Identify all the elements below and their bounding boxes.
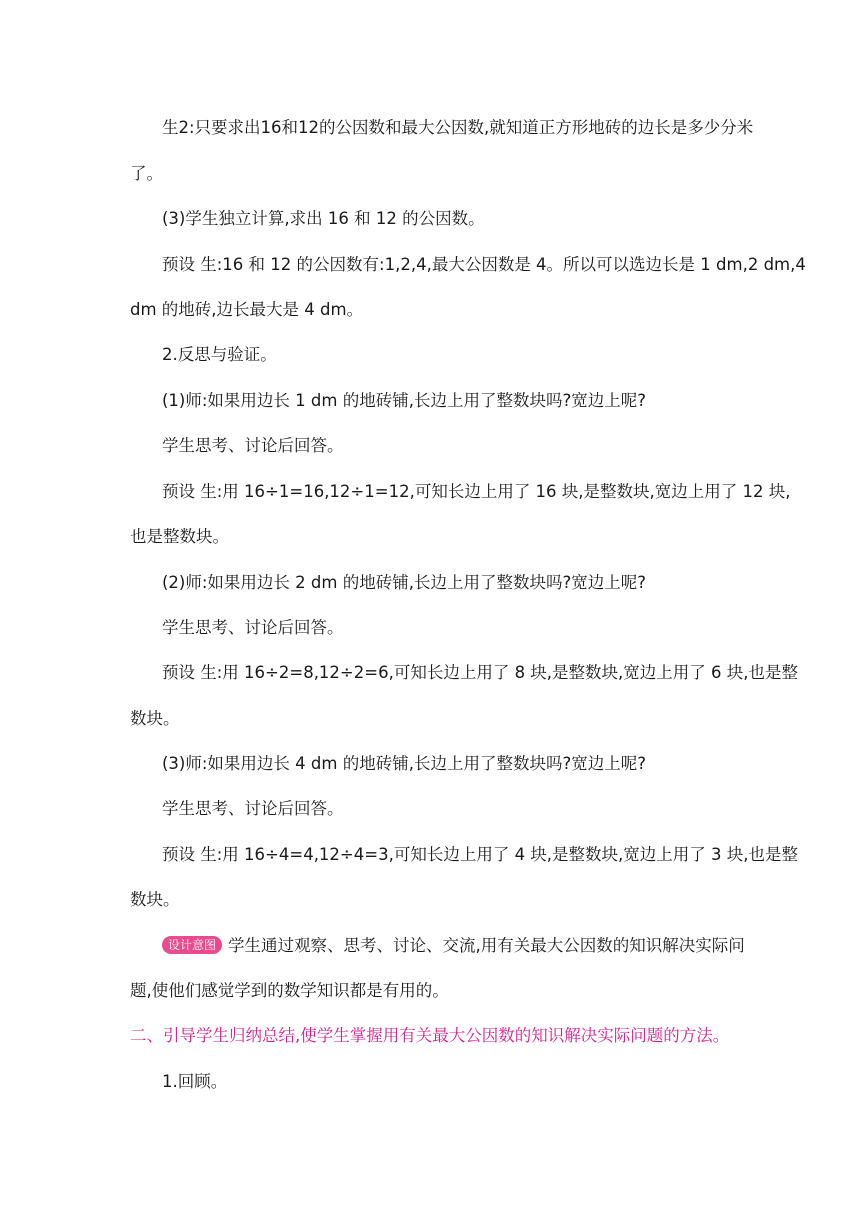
paragraph-line: 1.回顾。 <box>162 1072 228 1091</box>
paragraph-line: 预设 生:用 16÷4=4,12÷4=3,可知长边上用了 4 块,是整数块,宽边上用了 3 块,也是整 <box>162 845 799 864</box>
paragraph-line: 预设 生:用 16÷2=8,12÷2=6,可知长边上用了 8 块,是整数块,宽边上用了 6 块,也是整 <box>162 663 799 682</box>
paragraph-line: 题,使他们感觉学到的数学知识都是有用的。 <box>130 981 449 1000</box>
paragraph-line: 数块。 <box>130 709 180 728</box>
section-heading: 二、引导学生归纳总结,使学生掌握用有关最大公因数的知识解决实际问题的方法。 <box>130 1026 730 1045</box>
design-intent-badge: 设计意图 <box>162 936 222 954</box>
paragraph-line: 数块。 <box>130 890 180 909</box>
paragraph-line: 了。 <box>130 164 163 183</box>
paragraph-line: (2)师:如果用边长 2 dm 的地砖铺,长边上用了整数块吗?宽边上呢? <box>162 573 646 592</box>
paragraph-line: 也是整数块。 <box>130 527 229 546</box>
paragraph-line: (3)学生独立计算,求出 16 和 12 的公因数。 <box>162 209 485 228</box>
paragraph-line: (1)师:如果用边长 1 dm 的地砖铺,长边上用了整数块吗?宽边上呢? <box>162 391 646 410</box>
design-intent-text: 学生通过观察、思考、讨论、交流,用有关最大公因数的知识解决实际问 <box>228 936 745 955</box>
paragraph-line: 生2:只要求出16和12的公因数和最大公因数,就知道正方形地砖的边长是多少分米 <box>162 118 754 137</box>
paragraph-line: 预设 生:用 16÷1=16,12÷1=12,可知长边上用了 16 块,是整数块,宽边上用了 12 块, <box>162 482 791 501</box>
paragraph-line: 2.反思与验证。 <box>162 345 277 364</box>
paragraph-line: 学生思考、讨论后回答。 <box>162 436 344 455</box>
paragraph-line: 学生思考、讨论后回答。 <box>162 618 344 637</box>
paragraph-line: (3)师:如果用边长 4 dm 的地砖铺,长边上用了整数块吗?宽边上呢? <box>162 754 646 773</box>
paragraph-line: 学生思考、讨论后回答。 <box>162 799 344 818</box>
paragraph-line: 预设 生:16 和 12 的公因数有:1,2,4,最大公因数是 4。所以可以选边长是 1 dm,2 dm,4 <box>162 255 806 274</box>
design-intent-line <box>0 934 860 958</box>
paragraph-line: dm 的地砖,边长最大是 4 dm。 <box>130 300 364 319</box>
